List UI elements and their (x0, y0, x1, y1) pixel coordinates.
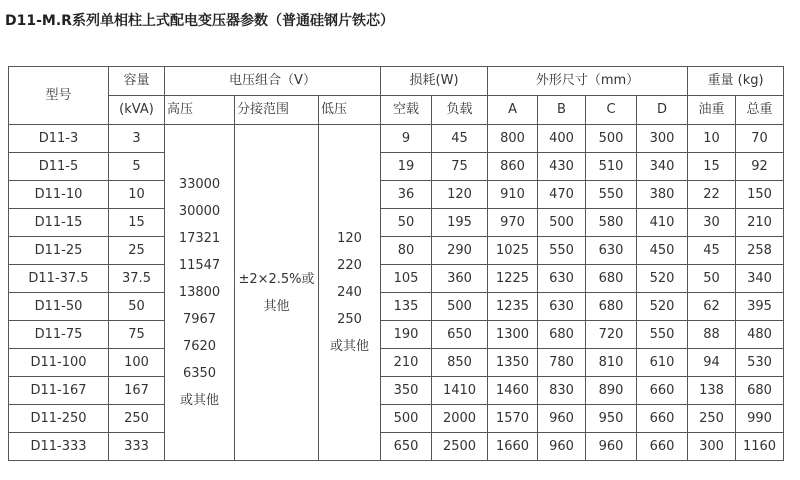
cell-dim-D: 380 (637, 181, 688, 209)
cell-model: D11-167 (9, 377, 109, 405)
header-dims: 外形尺寸（mm） (488, 67, 688, 96)
cell-dim-D: 340 (637, 153, 688, 181)
cell-oil-weight: 10 (688, 125, 736, 153)
cell-capacity: 75 (109, 321, 165, 349)
cell-dim-B: 430 (538, 153, 586, 181)
cell-dim-C: 890 (586, 377, 637, 405)
cell-load: 650 (432, 321, 488, 349)
cell-load: 290 (432, 237, 488, 265)
cell-model: D11-15 (9, 209, 109, 237)
cell-load: 1410 (432, 377, 488, 405)
cell-dim-A: 1570 (488, 405, 538, 433)
cell-no-load: 135 (381, 293, 432, 321)
header-tap: 分接范围 (235, 96, 319, 125)
cell-load: 120 (432, 181, 488, 209)
cell-dim-B: 400 (538, 125, 586, 153)
table-row (9, 153, 784, 181)
header-model: 型号 (9, 67, 109, 125)
table-row (9, 377, 784, 405)
cell-dim-A: 1350 (488, 349, 538, 377)
cell-model: D11-3 (9, 125, 109, 153)
cell-dim-D: 660 (637, 405, 688, 433)
cell-dim-B: 960 (538, 405, 586, 433)
spec-table (8, 66, 784, 461)
cell-no-load: 19 (381, 153, 432, 181)
cell-dim-B: 630 (538, 293, 586, 321)
header-C: C (586, 96, 637, 125)
cell-capacity: 3 (109, 125, 165, 153)
cell-oil-weight: 250 (688, 405, 736, 433)
lv-value: 250 (337, 312, 362, 327)
cell-total-weight: 150 (736, 181, 784, 209)
cell-capacity: 5 (109, 153, 165, 181)
cell-no-load: 80 (381, 237, 432, 265)
cell-capacity: 25 (109, 237, 165, 265)
cell-total-weight: 480 (736, 321, 784, 349)
cell-no-load: 50 (381, 209, 432, 237)
cell-oil-weight: 22 (688, 181, 736, 209)
cell-load: 360 (432, 265, 488, 293)
tap-value: 其他 (263, 298, 290, 314)
cell-no-load: 500 (381, 405, 432, 433)
hv-value: 7967 (182, 312, 217, 327)
cell-hv-values (165, 125, 235, 461)
cell-dim-B: 500 (538, 209, 586, 237)
header-voltage-group: 电压组合（V） (165, 67, 381, 96)
cell-oil-weight: 30 (688, 209, 736, 237)
cell-load: 195 (432, 209, 488, 237)
hv-value: 13800 (178, 285, 221, 300)
cell-dim-D: 660 (637, 433, 688, 461)
cell-dim-C: 510 (586, 153, 637, 181)
table-row (9, 237, 784, 265)
cell-oil-weight: 50 (688, 265, 736, 293)
cell-total-weight: 340 (736, 265, 784, 293)
cell-dim-A: 1025 (488, 237, 538, 265)
cell-capacity: 333 (109, 433, 165, 461)
cell-dim-B: 470 (538, 181, 586, 209)
cell-dim-C: 500 (586, 125, 637, 153)
cell-dim-A: 1235 (488, 293, 538, 321)
header-D: D (637, 96, 688, 125)
cell-dim-A: 800 (488, 125, 538, 153)
table-row (9, 433, 784, 461)
cell-dim-D: 410 (637, 209, 688, 237)
cell-dim-B: 630 (538, 265, 586, 293)
cell-oil-weight: 138 (688, 377, 736, 405)
header-capacity-unit: (kVA) (109, 96, 165, 125)
cell-oil-weight: 15 (688, 153, 736, 181)
cell-dim-C: 950 (586, 405, 637, 433)
hv-value: 30000 (178, 204, 221, 219)
hv-value: 6350 (182, 366, 217, 381)
table-row (9, 209, 784, 237)
cell-load: 75 (432, 153, 488, 181)
cell-capacity: 100 (109, 349, 165, 377)
header-capacity: 容量 (109, 67, 165, 96)
cell-capacity: 50 (109, 293, 165, 321)
header-loss: 损耗(W) (381, 67, 488, 96)
cell-total-weight: 680 (736, 377, 784, 405)
cell-load: 2000 (432, 405, 488, 433)
hv-value: 33000 (178, 177, 221, 192)
cell-capacity: 250 (109, 405, 165, 433)
table-row (9, 405, 784, 433)
cell-dim-A: 1460 (488, 377, 538, 405)
cell-no-load: 36 (381, 181, 432, 209)
lv-value: 或其他 (330, 339, 370, 354)
cell-dim-A: 1660 (488, 433, 538, 461)
cell-dim-B: 960 (538, 433, 586, 461)
cell-dim-C: 630 (586, 237, 637, 265)
hv-value: 11547 (178, 258, 221, 273)
cell-dim-C: 550 (586, 181, 637, 209)
cell-dim-D: 660 (637, 377, 688, 405)
cell-dim-C: 680 (586, 293, 637, 321)
cell-no-load: 210 (381, 349, 432, 377)
lv-value: 220 (337, 258, 362, 273)
cell-no-load: 105 (381, 265, 432, 293)
cell-no-load: 9 (381, 125, 432, 153)
cell-dim-C: 960 (586, 433, 637, 461)
hv-value: 或其他 (179, 393, 219, 408)
cell-load: 500 (432, 293, 488, 321)
lv-value: 240 (337, 285, 362, 300)
cell-dim-A: 860 (488, 153, 538, 181)
cell-load: 850 (432, 349, 488, 377)
cell-oil-weight: 94 (688, 349, 736, 377)
cell-model: D11-10 (9, 181, 109, 209)
cell-capacity: 37.5 (109, 265, 165, 293)
lv-value: 120 (337, 231, 362, 246)
cell-model: D11-75 (9, 321, 109, 349)
cell-dim-D: 300 (637, 125, 688, 153)
cell-oil-weight: 88 (688, 321, 736, 349)
tap-value: ±2×2.5%或 (238, 271, 315, 287)
header-no-load: 空载 (381, 96, 432, 125)
cell-oil-weight: 62 (688, 293, 736, 321)
cell-total-weight: 258 (736, 237, 784, 265)
cell-total-weight: 395 (736, 293, 784, 321)
cell-capacity: 15 (109, 209, 165, 237)
cell-capacity: 10 (109, 181, 165, 209)
header-A: A (488, 96, 538, 125)
cell-dim-C: 720 (586, 321, 637, 349)
cell-load: 45 (432, 125, 488, 153)
cell-dim-D: 450 (637, 237, 688, 265)
cell-total-weight: 92 (736, 153, 784, 181)
hv-value: 17321 (178, 231, 221, 246)
header-hv: 高压 (165, 96, 235, 125)
cell-model: D11-5 (9, 153, 109, 181)
table-row (9, 349, 784, 377)
cell-oil-weight: 300 (688, 433, 736, 461)
table-row (9, 293, 784, 321)
cell-lv-values (319, 125, 381, 461)
cell-no-load: 650 (381, 433, 432, 461)
table-row (9, 265, 784, 293)
header-load: 负载 (432, 96, 488, 125)
cell-model: D11-333 (9, 433, 109, 461)
cell-no-load: 350 (381, 377, 432, 405)
cell-no-load: 190 (381, 321, 432, 349)
header-row-1 (9, 67, 784, 96)
cell-total-weight: 530 (736, 349, 784, 377)
cell-dim-B: 780 (538, 349, 586, 377)
cell-model: D11-25 (9, 237, 109, 265)
cell-total-weight: 990 (736, 405, 784, 433)
cell-dim-B: 680 (538, 321, 586, 349)
cell-dim-C: 810 (586, 349, 637, 377)
cell-total-weight: 210 (736, 209, 784, 237)
header-B: B (538, 96, 586, 125)
cell-dim-D: 550 (637, 321, 688, 349)
header-row-2 (9, 96, 784, 125)
cell-dim-A: 970 (488, 209, 538, 237)
hv-value: 7620 (182, 339, 217, 354)
cell-oil-weight: 45 (688, 237, 736, 265)
cell-dim-A: 1300 (488, 321, 538, 349)
cell-dim-B: 830 (538, 377, 586, 405)
header-lv: 低压 (319, 96, 381, 125)
table-row (9, 321, 784, 349)
cell-total-weight: 70 (736, 125, 784, 153)
cell-model: D11-37.5 (9, 265, 109, 293)
header-oil: 油重 (688, 96, 736, 125)
header-total: 总重 (736, 96, 784, 125)
cell-load: 2500 (432, 433, 488, 461)
cell-capacity: 167 (109, 377, 165, 405)
cell-dim-B: 550 (538, 237, 586, 265)
cell-model: D11-100 (9, 349, 109, 377)
cell-dim-C: 680 (586, 265, 637, 293)
cell-dim-D: 610 (637, 349, 688, 377)
table-row (9, 125, 784, 153)
cell-dim-D: 520 (637, 293, 688, 321)
page-title: D11-M.R系列单相柱上式配电变压器参数（普通硅钢片铁芯） (5, 13, 394, 29)
cell-dim-D: 520 (637, 265, 688, 293)
header-weight: 重量 (kg) (688, 67, 784, 96)
cell-total-weight: 1160 (736, 433, 784, 461)
cell-tap-range (235, 125, 319, 461)
cell-model: D11-50 (9, 293, 109, 321)
cell-dim-A: 1225 (488, 265, 538, 293)
cell-model: D11-250 (9, 405, 109, 433)
cell-dim-C: 580 (586, 209, 637, 237)
cell-dim-A: 910 (488, 181, 538, 209)
table-row (9, 181, 784, 209)
